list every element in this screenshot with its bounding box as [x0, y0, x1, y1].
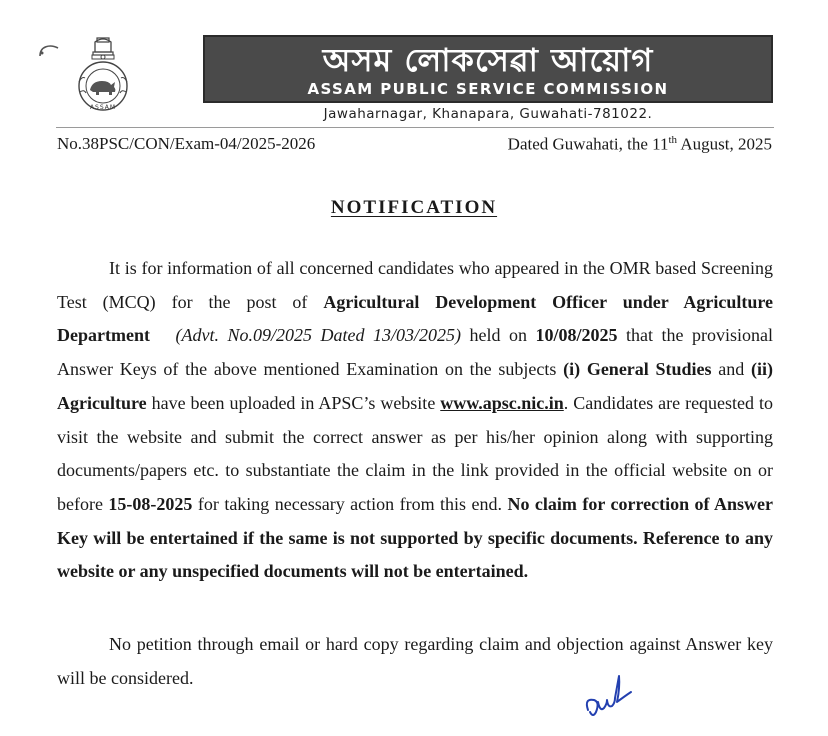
subject-general-studies: (i) General Studies: [563, 359, 712, 380]
claim-warning: No claim for correction of Answer Key will be entertained if the same is not supported by specific documents. Reference to any website or any unspecified documents will not be entertained.: [57, 493, 774, 582]
reference-number: No.38PSC/CON/Exam-04/2025-2026: [57, 134, 316, 153]
post-name: Agricultural Development Officer under Agriculture Department: [57, 291, 774, 346]
notification-body-paragraph: It is for information of all concerned candidates who appeared in the OMR based Screening Test (MCQ) for the post of Agricultural Development Officer under Agriculture Department (Advt. No.09/2025 Dated 13/03/2025) held on 10/08/2025 that the provisional Answer Keys of the above mentioned Examination on the subjects (i) General Studies and (ii) Agriculture have been uploaded in APSC’s website www.apsc.nic.in. Candidates are requested to visit the website and submit the correct answer as per his/her opinion along with supporting documents/papers etc. to substantiate the claim in the link provided in the official website on or before 15-08-2025 for taking necessary action from this end. No claim for correction of Answer Key will be entertained if the same is not supported by specific documents. Reference to any website or any unspecified documents will not be entertained.: [57, 258, 774, 582]
date-prefix: Dated Guwahati, the 11: [507, 134, 669, 154]
apsc-emblem-icon: [60, 34, 146, 112]
subject-agriculture: (ii) Agriculture: [57, 359, 773, 413]
header-divider: [56, 127, 774, 128]
exam-date: 10/08/2025: [535, 325, 618, 346]
signature-icon: [582, 664, 652, 724]
commission-name-english: ASSAM PUBLIC SERVICE COMMISSION: [307, 80, 669, 98]
commission-address: Jawaharnagar, Khanapara, Guwahati-781022.: [323, 106, 653, 122]
date-ordinal: th: [668, 134, 678, 146]
advertisement-reference: (Advt. No.09/2025 Dated 13/03/2025): [175, 325, 461, 346]
emblem-label: ASSAM: [89, 104, 117, 111]
commission-name-assamese: অসম লোকসেৱা আয়োগ: [322, 41, 654, 79]
commission-banner: [203, 35, 773, 103]
apsc-website-link[interactable]: www.apsc.nic.in: [440, 392, 564, 413]
claim-deadline: 15-08-2025: [108, 493, 193, 514]
notification-date: [508, 134, 772, 155]
notification-title: NOTIFICATION: [330, 197, 498, 218]
date-suffix: August, 2025: [677, 134, 772, 154]
petition-paragraph: No petition through email or hard copy regarding claim and objection against Answer key will be considered.: [57, 634, 773, 688]
